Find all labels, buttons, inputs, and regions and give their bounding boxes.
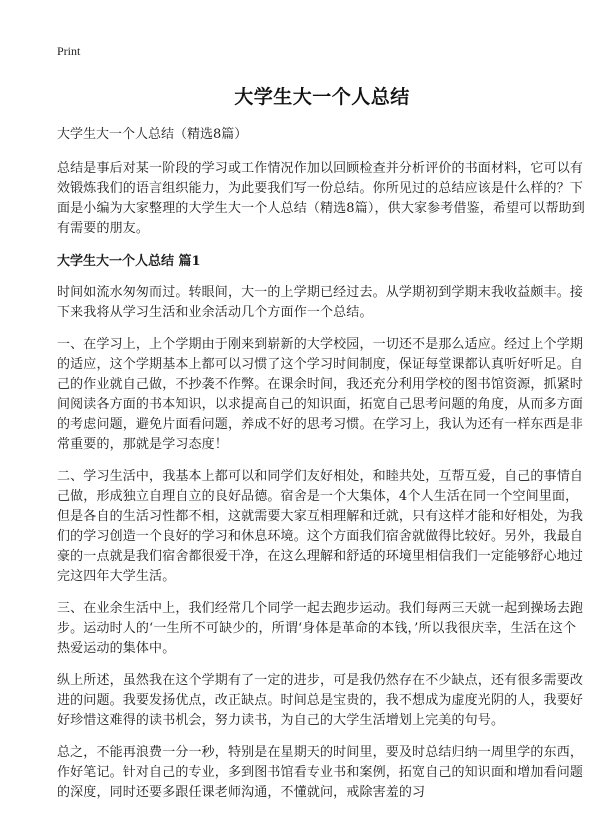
paragraph-5: 纵上所述，虽然我在这个学期有了一定的进步，可是我仍然存在不少缺点，还有很多需要改进的问题。我要发扬优点，改正缺点。时间总是宝贵的，我不想成为虚度光阴的人，我要好好珍惜这难得的读书机会，努力读书，为自己的大学生活增划上完美的句号。 <box>57 673 584 728</box>
paragraph-6: 总之，不能再浪费一分一秒，特别是在星期天的时间里，要及时总结归纳一周里学的东西，作好笔记。针对自己的专业，多到图书馆看专业书和案例，拓宽自己的知识面和增加看问题的深度，同时还要多跟任课老师沟通，不懂就问，戒除害羞的习 <box>57 745 584 800</box>
document-body <box>57 82 587 815</box>
intro-paragraph: 总结是事后对某一阶段的学习或工作情况作加以回顾检查并分析评价的书面材料，它可以有效锻炼我们的语言组织能力，为此要我们写一份总结。你所见过的总结应该是什么样的？下面是小编为大家整理的大学生大一个人总结（精选8篇），供大家参考借鉴，希望可以帮助到有需要的朋友。 <box>57 161 585 236</box>
paragraph-3: 二、学习生活中，我基本上都可以和同学们友好相处，和睦共处，互帮互爱，自己的事情自己做，形成独立自理自立的良好品德。宿舍是一个大集体，4个人生活在同一个空间里面，但是各自的生活习性都不相，这就需要大家互相理解和迁就，只有这样才能和好相处，为我们的学习创造一个良好的学习和休息环境。这个方面我们宿舍就做得比较好。另外，我最自豪的一点就是我们宿舍都很爱干净，在这么理解和舒适的环境里相信我们一定能够舒心地过完这四年大学生活。 <box>57 469 584 584</box>
page-title: 大学生大一个人总结 <box>234 86 410 108</box>
section-heading: 大学生大一个人总结 篇1 <box>57 254 201 269</box>
print-label[interactable]: Print <box>57 44 81 58</box>
paragraph-2: 一、在学习上，上个学期由于刚来到崭新的大学校园，一切还不是那么适应。经过上个学期的适应，这个学期基本上都可以习惯了这个学习时间制度，保证每堂课都认真听好听足。自己的作业就自己做，不抄袭不作弊。在课余时间，我还充分利用学校的图书馆资源，抓紧时间阅读各方面的书本知识，以求提高自己的知识面，拓宽自己思考问题的角度，从而多方面的考虑问题，避免片面看问题，养成不好的思考习惯。在学习上，我认为还有一样东西是非常重要的，那就是学习态度！ <box>57 337 584 452</box>
paragraph-4: 三、在业余生活中上，我们经常几个同学一起去跑步运动。我们每两三天就一起到操场去跑步。运动时人的‘一生所不可缺少的，所谓‘身体是革命的本钱，’所以我很庆幸，生活在这个热爱运动的集体中。 <box>57 601 584 656</box>
paragraph-1: 时间如流水匆匆而过。转眼间，大一的上学期已经过去。从学期初到学期末我收益颇丰。接下来我将从学习生活和业余活动几个方面作一个总结。 <box>57 285 584 320</box>
document-subtitle: 大学生大一个人总结（精选8篇） <box>57 127 248 142</box>
